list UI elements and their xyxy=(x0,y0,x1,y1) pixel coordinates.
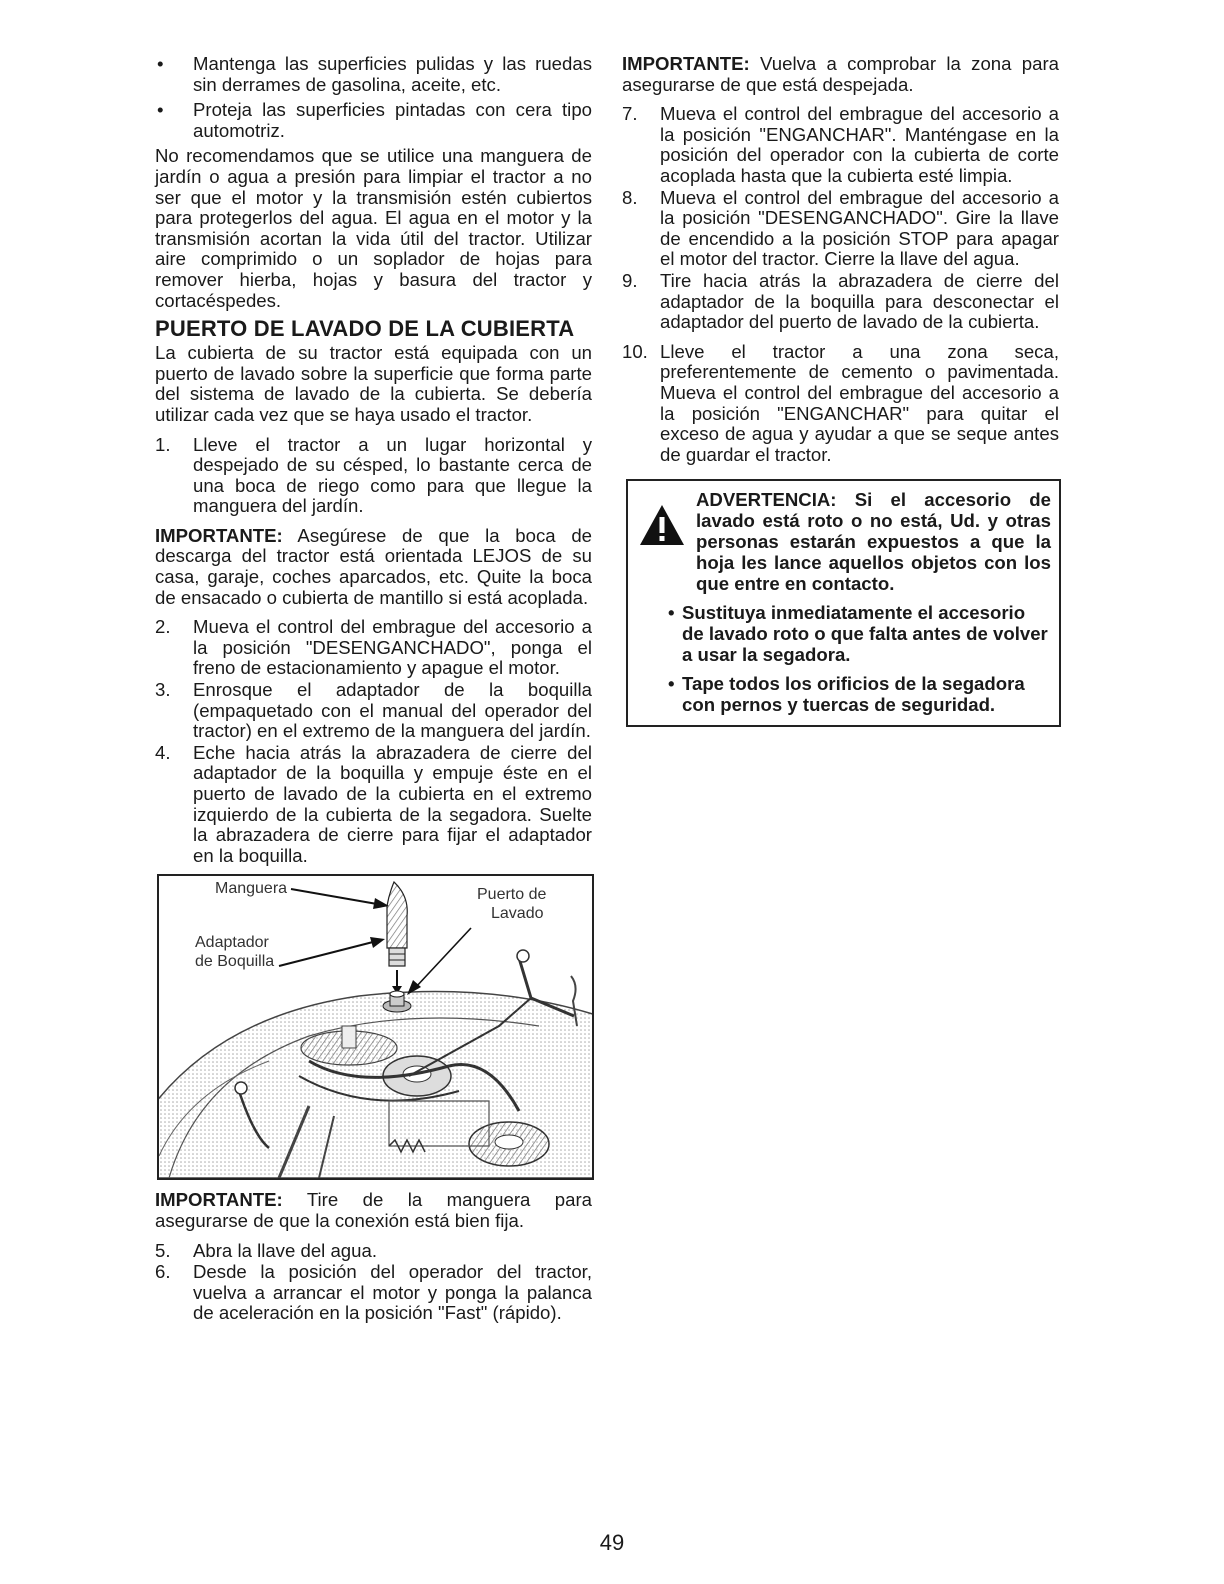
step-10 xyxy=(622,342,1059,466)
list-item: • Proteja las superficies pintadas con cera tipo automotriz. xyxy=(157,99,592,141)
washout-port-label-2: Lavado xyxy=(491,905,544,923)
important-note-3 xyxy=(622,54,1059,95)
step-9 xyxy=(622,271,1059,333)
step-text: Desde la posición del operador del tractor, vuelva a arrancar el motor y ponga la palanca de aceleración en la posición "Fast" (rápido). xyxy=(193,1261,592,1324)
warning-text: ADVERTENCIA: Si el accesorio de lavado está roto o no está, Ud. y otras personas estarán expuestos a que la hoja les lance aquellos objetos con los que entre en contacto. xyxy=(696,489,1051,595)
hose-label: Manguera xyxy=(215,880,288,898)
bullet-text: Proteja las superficies pintadas con cera tipo automotriz. xyxy=(193,99,592,141)
step-number: 7. xyxy=(622,103,638,125)
warning-heading xyxy=(638,489,1051,594)
section-heading: PUERTO DE LAVADO DE LA CUBIERTA xyxy=(155,316,575,342)
warning-triangle-icon xyxy=(638,503,686,547)
step-2 xyxy=(155,617,592,679)
step-6 xyxy=(155,1262,592,1324)
step-number: 1. xyxy=(155,433,171,455)
step-1 xyxy=(155,435,592,517)
step-text: Abra la llave del agua. xyxy=(193,1239,377,1261)
step-number: 6. xyxy=(155,1261,171,1283)
important-note-1 xyxy=(155,526,592,608)
step-text: Mueva el control del embrague del accesorio a la posición "DESENGANCHADO", ponga el freno de estacionamiento y apague el motor. xyxy=(193,616,592,679)
step-text: Enrosque el adaptador de la boquilla (empaquetado con el manual del operador del tractor) en el extremo de la manguera del jardín. xyxy=(193,679,592,742)
step-8 xyxy=(622,188,1059,270)
warning-bullet: • Sustituya inmediatamente el accesorio de lavado roto o que falta antes de volver a usar la segadora. xyxy=(668,602,1048,666)
warning-bullet-text: Tape todos los orificios de la segadora con pernos y tuercas de seguridad. xyxy=(682,673,1025,716)
washout-port-figure xyxy=(157,874,594,1180)
step-text: Tire hacia atrás la abrazadera de cierre del adaptador de la boquilla para desconectar el adaptador del puerto de lavado de la cubierta. xyxy=(660,269,1059,333)
warning-bullet: • Tape todos los orificios de la segadora con pernos y tuercas de seguridad. xyxy=(668,673,1025,716)
step-text: Eche hacia atrás la abrazadera de cierre del adaptador de la boquilla y empuje éste en el puerto de lavado de la cubierta en el extremo izquierdo de la cubierta de la segadora. Suelte la abrazadera de cierre para fijar el adaptador en la boquilla. xyxy=(193,741,592,866)
step-5 xyxy=(155,1241,592,1262)
important-note-2 xyxy=(155,1190,592,1231)
step-text: Mueva el control del embrague del accesorio a la posición "DESENGANCHADO". Gire la llave de encendido a la posición STOP para apagar el motor del tractor. Cierre la llave del agua. xyxy=(660,186,1059,270)
important-label: IMPORTANTE: xyxy=(155,524,283,546)
step-number: 4. xyxy=(155,741,171,763)
right-column xyxy=(622,54,1059,727)
bullet-text: Mantenga las superficies pulidas y las ruedas sin derrames de gasolina, aceite, etc. xyxy=(193,53,592,95)
step-text: Lleve el tractor a un lugar horizontal y despejado de su césped, lo bastante cerca de una boca de riego como para que llegue la manguera del jardín. xyxy=(193,433,592,517)
step-number: 9. xyxy=(622,269,638,291)
cleaning-paragraph: No recomendamos que se utilice una manguera de jardín o agua a presión para limpiar el tractor a no ser que el motor y la transmisión estén cubiertos para protegerlos del agua. El agua en el motor y la transmisión acortan la vida útil del tractor. Utilizar aire comprimido o un soplador de hojas para remover hierba, hojas y basura del tractor y cortacéspedes. xyxy=(155,145,592,311)
important-text: Asegúrese de que la boca de descarga del tractor está orientada LEJOS de su casa, garaje, coches aparcados, etc. Quite la boca de ensacado o cubierta de mantillo si está acoplada. xyxy=(155,524,593,608)
step-number: 5. xyxy=(155,1239,171,1261)
step-3 xyxy=(155,680,592,742)
step-number: 2. xyxy=(155,616,171,638)
step-7 xyxy=(622,104,1059,186)
left-column xyxy=(155,54,592,1325)
washout-port-label-1: Puerto de xyxy=(477,886,547,904)
step-text: Mueva el control del embrague del accesorio a la posición "ENGANCHAR". Manténgase en la posición del operador con la cubierta de corte acoplada hasta que la cubierta esté limpia. xyxy=(660,103,1059,186)
step-4 xyxy=(155,743,592,867)
step-text: Lleve el tractor a una zona seca, preferentemente de cemento o pavimentada. Mueva el control del embrague del accesorio a la posición "ENGANCHAR" para quitar el exceso de agua y ayudar a que se seque antes de guardar el tractor. xyxy=(660,340,1059,465)
important-label: IMPORTANTE: xyxy=(622,53,750,74)
important-text: Tire de la manguera para asegurarse de que la conexión está bien fija. xyxy=(155,1189,592,1231)
list-item: • Mantenga las superficies pulidas y las ruedas sin derrames de gasolina, aceite, etc. xyxy=(157,53,592,95)
page-number: 49 xyxy=(599,1530,625,1555)
important-label: IMPORTANTE: xyxy=(155,1189,283,1211)
nozzle-adapter-label-2: de Boquilla xyxy=(195,953,275,971)
warning-bullet-text: Sustituya inmediatamente el accesorio de lavado roto o que falta antes de volver a usar la segadora. xyxy=(682,602,1048,666)
important-text: Vuelva a comprobar la zona para asegurarse de que está despejada. xyxy=(622,53,1059,95)
intro-paragraph: La cubierta de su tractor está equipada con un puerto de lavado sobre la superficie que forma parte del sistema de lavado de la cubierta. Se debería utilizar cada vez que se haya usado el tractor. xyxy=(155,342,592,425)
step-number: 3. xyxy=(155,679,171,701)
step-number: 8. xyxy=(622,186,638,208)
warning-box xyxy=(626,479,1061,727)
nozzle-adapter-label-1: Adaptador xyxy=(195,934,269,952)
step-number: 10. xyxy=(622,340,648,362)
